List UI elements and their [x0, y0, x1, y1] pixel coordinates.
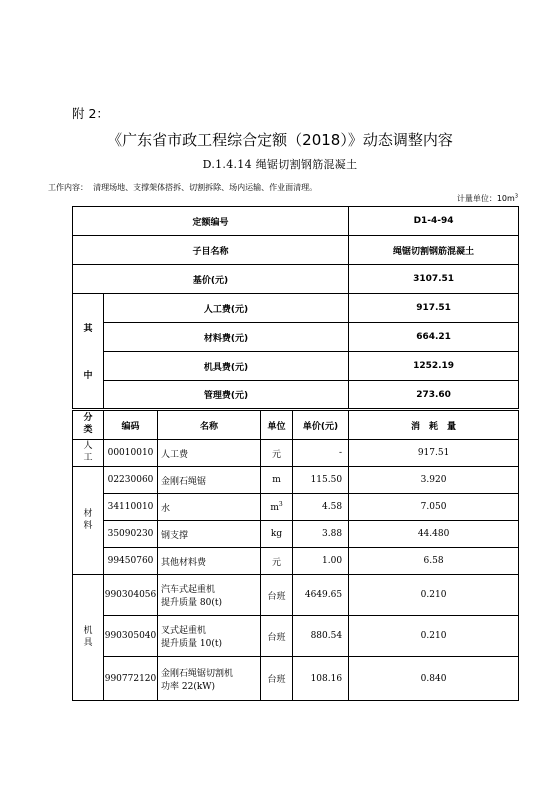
- table-row: [73, 440, 519, 467]
- column-header-row: [73, 410, 519, 440]
- cost-label: 人工费(元): [104, 294, 349, 323]
- cost-row-management: [73, 381, 519, 410]
- table-row: [73, 494, 519, 521]
- row-qty: 6.58: [349, 548, 519, 575]
- row-code: 990304056: [104, 575, 158, 616]
- section-subtitle: D.1.4.14 绳锯切割钢筋混凝土: [202, 158, 358, 171]
- row-qty: 0.840: [349, 657, 519, 701]
- row-price: 108.16: [293, 657, 349, 701]
- work-content-text: 清理场地、支撑架体搭拆、切割拆除、场内运输、作业面清理。: [93, 183, 318, 192]
- row-code: 99450760: [104, 548, 158, 575]
- measurement-unit: 计量单位：$10m^3$: [456, 193, 518, 203]
- cost-value: 917.51: [349, 294, 519, 323]
- col-code: 编码: [104, 410, 158, 440]
- col-category: 分 类: [73, 410, 104, 440]
- table-row: [73, 521, 519, 548]
- table-row: [73, 657, 519, 701]
- row-unit: 台班: [261, 657, 293, 701]
- row-price: -: [293, 440, 349, 467]
- row-qty: 7.050: [349, 494, 519, 521]
- row-price: 3.88: [293, 521, 349, 548]
- row-unit: kg: [261, 521, 293, 548]
- row-name: 汽车式起重机 提升质量 80(t): [158, 575, 261, 616]
- document-title: 《广东省市政工程综合定额（2018）》动态调整内容: [107, 131, 453, 149]
- cost-value: 664.21: [349, 323, 519, 352]
- category-machine: 机 具: [73, 575, 104, 701]
- quota-no-row: [73, 207, 519, 236]
- row-unit: $m^3$: [261, 494, 293, 521]
- row-price: 4649.65: [293, 575, 349, 616]
- cost-label: 材料费(元): [104, 323, 349, 352]
- table-row: [73, 575, 519, 616]
- work-content-label: 工作内容：: [48, 183, 88, 192]
- category-material: 材 料: [73, 467, 104, 575]
- row-unit: 台班: [261, 575, 293, 616]
- row-unit: m: [261, 467, 293, 494]
- col-unit: 单位: [261, 410, 293, 440]
- row-code: 990305040: [104, 616, 158, 657]
- category-labor: 人 工: [73, 440, 104, 467]
- table-row: [73, 548, 519, 575]
- quota-table: [72, 206, 519, 701]
- col-consumption: 消 耗 量: [349, 410, 519, 440]
- cost-row-material: [73, 323, 519, 352]
- row-name: 水: [158, 494, 261, 521]
- row-price: 880.54: [293, 616, 349, 657]
- cost-value: 1252.19: [349, 352, 519, 381]
- row-code: 990772120: [104, 657, 158, 701]
- row-price: 115.50: [293, 467, 349, 494]
- item-name-label: 子目名称: [73, 236, 349, 265]
- row-price: 1.00: [293, 548, 349, 575]
- row-unit: 台班: [261, 616, 293, 657]
- work-content: [48, 182, 317, 193]
- row-name: 人工费: [158, 440, 261, 467]
- base-price-label: 基价(元): [73, 265, 349, 294]
- row-code: 34110010: [104, 494, 158, 521]
- row-name: 叉式起重机 提升质量 10(t): [158, 616, 261, 657]
- row-qty: 0.210: [349, 575, 519, 616]
- row-price: 4.58: [293, 494, 349, 521]
- table-row: [73, 616, 519, 657]
- among-label: 其 中: [73, 294, 104, 410]
- row-code: 00010010: [104, 440, 158, 467]
- row-name: 金刚石绳锯: [158, 467, 261, 494]
- row-qty: 44.480: [349, 521, 519, 548]
- col-name: 名称: [158, 410, 261, 440]
- col-unit-price: 单价(元): [293, 410, 349, 440]
- cost-row-machine: [73, 352, 519, 381]
- cost-value: 273.60: [349, 381, 519, 410]
- row-name: 金刚石绳锯切割机 功率 22(kW): [158, 657, 261, 701]
- row-code: 02230060: [104, 467, 158, 494]
- row-qty: 0.210: [349, 616, 519, 657]
- quota-no-value: D1-4-94: [349, 207, 519, 236]
- row-qty: 3.920: [349, 467, 519, 494]
- row-name: 钢支撑: [158, 521, 261, 548]
- cost-label: 管理费(元): [104, 381, 349, 410]
- row-code: 35090230: [104, 521, 158, 548]
- row-qty: 917.51: [349, 440, 519, 467]
- row-name: 其他材料费: [158, 548, 261, 575]
- item-name-row: [73, 236, 519, 265]
- row-unit: 元: [261, 440, 293, 467]
- attachment-label: 附 2：: [72, 106, 109, 121]
- row-unit: 元: [261, 548, 293, 575]
- item-name-value: 绳锯切割钢筋混凝土: [349, 236, 519, 265]
- table-row: [73, 467, 519, 494]
- quota-no-label: 定额编号: [73, 207, 349, 236]
- base-price-value: 3107.51: [349, 265, 519, 294]
- base-price-row: [73, 265, 519, 294]
- cost-row-labor: [73, 294, 519, 323]
- cost-label: 机具费(元): [104, 352, 349, 381]
